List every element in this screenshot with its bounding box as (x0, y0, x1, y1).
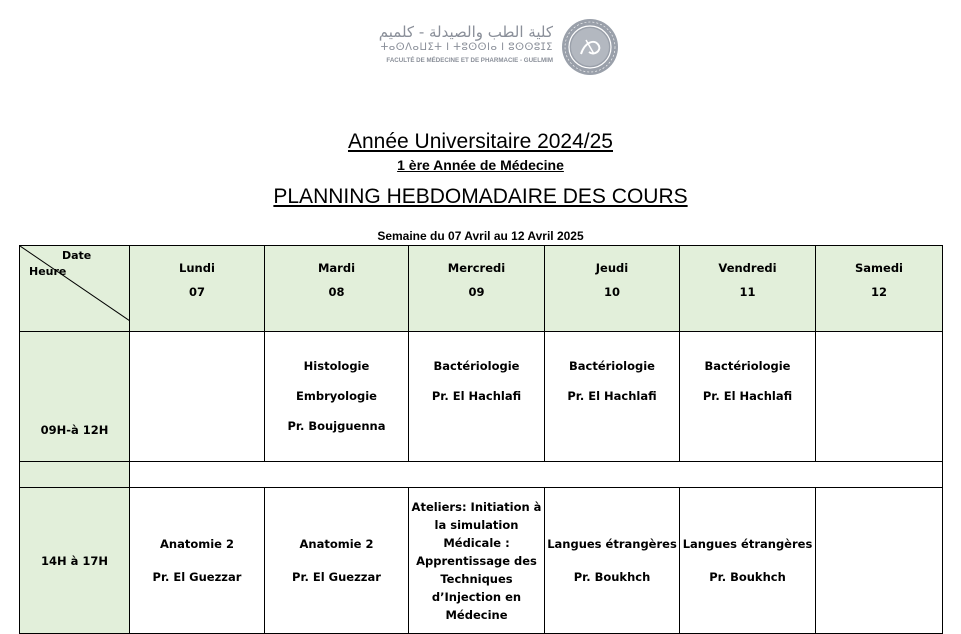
course-cell (265, 332, 409, 462)
day-number: 12 (870, 285, 887, 299)
course-cell (545, 488, 680, 634)
day-name: Jeudi (595, 261, 629, 275)
corner-heure-label: Heure (29, 265, 67, 278)
professor-name: Pr. El Guezzar (152, 569, 242, 584)
course-name: Bactériologie (704, 359, 791, 373)
professor-name: Pr. El Hachlafi (431, 389, 522, 403)
time-slot-morning: 09H-à 12H (20, 332, 130, 462)
page-subtitle: 1 ère Année de Médecine (397, 157, 564, 173)
table-row-afternoon (20, 488, 943, 634)
course-cell (409, 332, 545, 462)
day-header-lundi (130, 246, 265, 332)
course-cell (816, 332, 943, 462)
page-title: Année Universitaire 2024/25 (347, 130, 613, 153)
day-header-vendredi (680, 246, 816, 332)
professor-name: Pr. El Hachlafi (567, 389, 657, 403)
day-name: Mercredi (447, 261, 506, 275)
course-name: Ateliers: Initiation à la simulation Médicale : Apprentissage des Techniques d’Injection en Médecine (411, 499, 542, 622)
logo-tifinagh-text: ⵜⴰⵙⴷⴰⵡⵉⵜ ⵏ ⵜⵓⵙⵙⵏⴰ ⵏ ⵓⵙⵙⵓⵊⵉ (380, 42, 553, 53)
day-header-mardi (265, 246, 409, 332)
time-slot-afternoon: 14H à 17H (20, 488, 130, 634)
course-cell (130, 488, 265, 634)
day-name: Lundi (179, 261, 215, 275)
header-row (20, 246, 943, 332)
day-name: Samedi (855, 261, 903, 275)
day-number: 08 (328, 285, 345, 299)
break-cell (130, 462, 943, 488)
university-seal-icon (561, 18, 619, 76)
schedule-table (19, 245, 943, 634)
corner-cell (20, 246, 130, 332)
course-cell (409, 488, 545, 634)
course-cell (680, 332, 816, 462)
day-name: Vendredi (718, 261, 777, 275)
logo-text (335, 14, 553, 67)
day-number: 07 (188, 285, 205, 299)
day-number: 09 (468, 285, 485, 299)
course-cell (816, 488, 943, 634)
professor-name: Pr. El Hachlafi (702, 389, 793, 403)
course-name: Langues étrangères (547, 536, 677, 551)
faculty-logo (335, 14, 625, 80)
day-number: 11 (739, 285, 756, 299)
professor-name: Pr. Boujguenna (287, 419, 386, 433)
corner-date-label: Date (62, 249, 92, 262)
course-name: Bactériologie (433, 359, 520, 373)
course-name: Anatomie 2 (299, 536, 374, 551)
logo-french-text: FACULTÉ DE MÉDECINE ET DE PHARMACIE - GUELMIM (386, 57, 553, 64)
course-name: Anatomie 2 (160, 536, 234, 551)
break-time-cell (20, 462, 130, 488)
course-name: Langues étrangères (682, 536, 813, 551)
professor-name: Pr. Boukhch (573, 569, 651, 584)
course-name: Histologie Embryologie (296, 359, 377, 403)
professor-name: Pr. El Guezzar (292, 569, 381, 584)
day-header-jeudi (545, 246, 680, 332)
planning-heading: PLANNING HEBDOMADAIRE DES COURS (273, 185, 688, 208)
course-cell (680, 488, 816, 634)
table-row-break (20, 462, 943, 488)
day-header-mercredi (409, 246, 545, 332)
logo-arabic-text: كلية الطب والصيدلة - كلميم (378, 23, 553, 41)
day-header-samedi (816, 246, 943, 332)
day-name: Mardi (317, 261, 356, 275)
course-cell (265, 488, 409, 634)
course-cell (545, 332, 680, 462)
course-cell (130, 332, 265, 462)
table-row-morning (20, 332, 943, 462)
professor-name: Pr. Boukhch (709, 569, 786, 584)
week-range: Semaine du 07 Avril au 12 Avril 2025 (377, 229, 584, 243)
course-name: Bactériologie (569, 359, 655, 373)
day-number: 10 (603, 285, 620, 299)
